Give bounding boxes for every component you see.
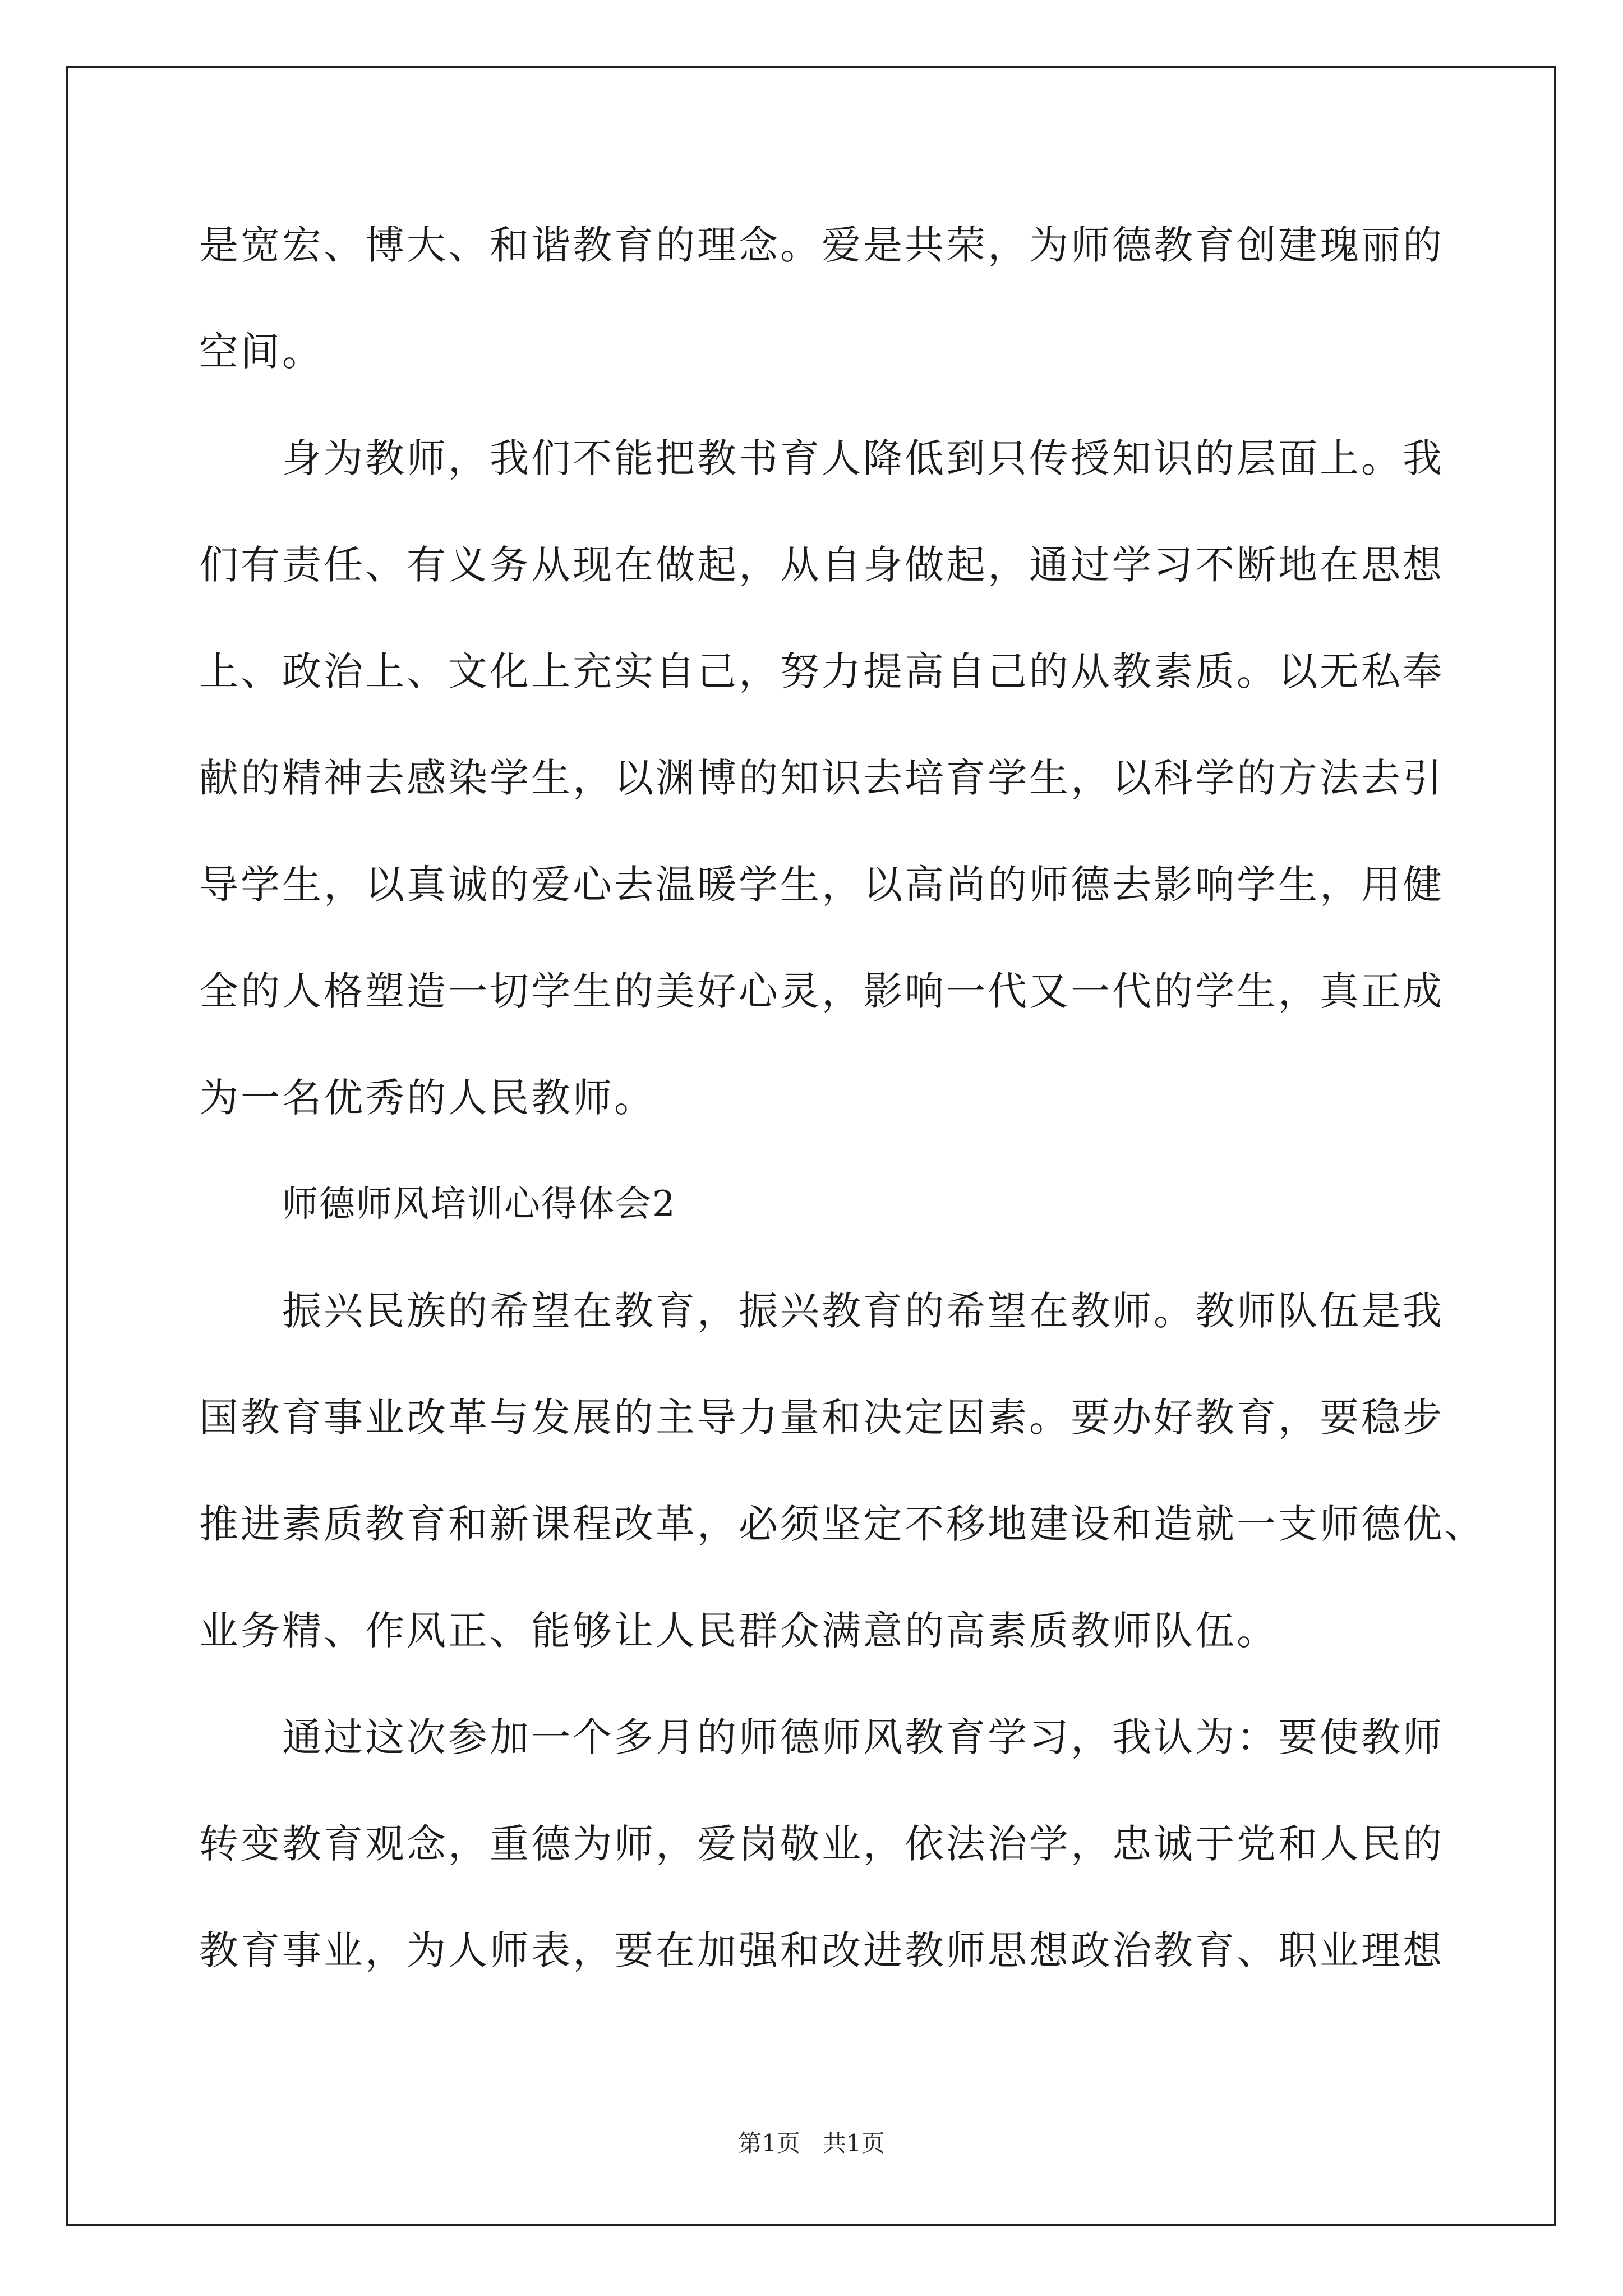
text-line: 是宽宏、博大、和谐教育的理念。爱是共荣，为师德教育创建瑰丽的 [199, 222, 1444, 268]
section-heading: 师德师风培训心得体会2 [282, 1184, 676, 1225]
text-line: 通过这次参加一个多月的师德师风教育学习，我认为：要使教师 [282, 1714, 1444, 1760]
text-line: 为一名优秀的人民教师。 [199, 1075, 656, 1121]
document-body [199, 220, 1486, 2032]
text-line: 转变教育观念，重德为师，爱岗敬业，依法治学，忠诚于党和人民的 [199, 1821, 1444, 1867]
text-line: 业务精、作风正、能够让人民群众满意的高素质教师队伍。 [199, 1608, 1278, 1654]
text-line: 教育事业，为人师表，要在加强和改进教师思想政治教育、职业理想 [199, 1927, 1444, 1973]
text-line: 上、政治上、文化上充实自己，努力提高自己的从教素质。以无私奉 [199, 648, 1444, 694]
text-line: 振兴民族的希望在教育，振兴教育的希望在教师。教师队伍是我 [282, 1288, 1444, 1334]
text-line: 导学生，以真诚的爱心去温暖学生，以高尚的师德去影响学生，用健 [199, 862, 1444, 908]
text-line: 身为教师，我们不能把教书育人降低到只传授知识的层面上。我 [282, 435, 1444, 481]
text-line: 国教育事业改革与发展的主导力量和决定因素。要办好教育，要稳步 [199, 1395, 1444, 1441]
text-line: 全的人格塑造一切学生的美好心灵，影响一代又一代的学生，真正成 [199, 968, 1444, 1014]
text-line: 们有责任、有义务从现在做起，从自身做起，通过学习不断地在思想 [199, 542, 1444, 588]
text-line: 推进素质教育和新课程改革，必须坚定不移地建设和造就一支师德优、 [199, 1501, 1486, 1547]
text-line: 空间。 [199, 329, 324, 375]
page-number-footer: 第1页 共1页 [738, 2129, 885, 2157]
text-line: 献的精神去感染学生，以渊博的知识去培育学生，以科学的方法去引 [199, 755, 1444, 801]
